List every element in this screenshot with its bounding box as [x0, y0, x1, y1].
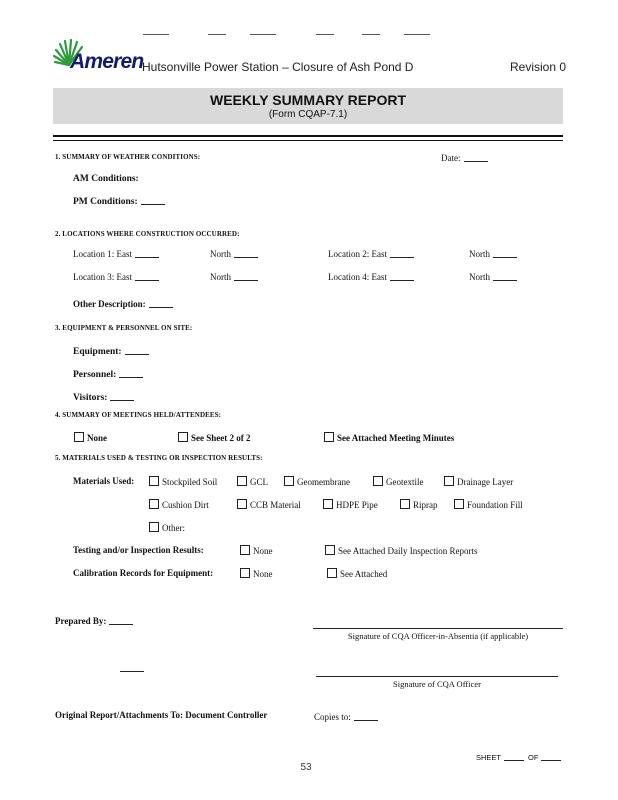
testing-none-checkbox[interactable]: [240, 545, 273, 556]
checkbox-box[interactable]: [400, 499, 410, 509]
logo-wordmark: Ameren: [70, 50, 144, 73]
material-label: Foundation Fill: [467, 500, 523, 510]
material-checkbox-stockpiled-soil[interactable]: [149, 476, 217, 487]
revision-label: Revision 0: [510, 60, 567, 74]
checkbox-box[interactable]: [327, 568, 337, 578]
material-checkbox-foundation-fill[interactable]: [454, 499, 523, 510]
original-report-label: Original Report/Attachments To: Document Controller: [55, 710, 268, 720]
calibration-none-checkbox[interactable]: [240, 568, 273, 579]
location2-east-field[interactable]: [328, 249, 414, 259]
title-band: [53, 88, 563, 124]
checkbox-box[interactable]: [444, 476, 454, 486]
location1-east-field[interactable]: [73, 249, 159, 259]
location4-north-label: North: [469, 272, 490, 282]
copies-to-label: Copies to:: [314, 712, 351, 722]
signature-officer-caption: Signature of CQA Officer: [393, 679, 481, 689]
prepared-by-label: Prepared By:: [55, 616, 107, 626]
material-checkbox-geotextile[interactable]: [373, 476, 424, 487]
form-number: (Form CQAP-7.1): [268, 109, 348, 120]
location3-north-label: North: [210, 272, 231, 282]
project-title: Hutsonville Power Station – Closure of Ash Pond D: [142, 60, 414, 74]
location2-north-label: North: [469, 249, 490, 259]
material-checkbox-riprap[interactable]: [400, 499, 438, 510]
testing-results-label: Testing and/or Inspection Results:: [73, 545, 204, 555]
location2-east-label: Location 2: East: [328, 249, 387, 259]
section4-heading: 4. SUMMARY OF MEETINGS HELD/ATTENDEES:: [55, 411, 222, 419]
material-label: Other:: [162, 523, 185, 533]
material-label: Riprap: [413, 500, 438, 510]
other-description-field[interactable]: [73, 299, 173, 309]
signature-line-officer[interactable]: [316, 676, 558, 677]
checkbox-box[interactable]: [373, 476, 383, 486]
meetings-none-label: None: [87, 433, 107, 443]
location4-east-field[interactable]: [328, 272, 414, 282]
checkbox-box[interactable]: [284, 476, 294, 486]
checkbox-box[interactable]: [237, 499, 247, 509]
location4-east-label: Location 4: East: [328, 272, 387, 282]
of-label: OF: [528, 753, 539, 762]
materials-used-label: Materials Used:: [73, 476, 135, 486]
checkbox-box[interactable]: [454, 499, 464, 509]
material-label: Geotextile: [386, 477, 424, 487]
signature-absentia-caption: Signature of CQA Officer-in-Absentia (if applicable): [347, 631, 529, 641]
testing-attached-checkbox[interactable]: [325, 545, 477, 556]
material-label: Drainage Layer: [457, 477, 514, 487]
date-label: Date:: [441, 153, 461, 163]
material-checkbox-gcl[interactable]: [237, 476, 268, 487]
material-label: CCB Material: [250, 500, 301, 510]
section2-heading: 2. LOCATIONS WHERE CONSTRUCTION OCCURRED:: [55, 230, 240, 238]
location1-east-label: Location 1: East: [73, 249, 132, 259]
material-checkbox-drainage-layer[interactable]: [444, 476, 513, 487]
checkbox-box[interactable]: [240, 568, 250, 578]
calibration-attached-label: See Attached: [340, 569, 388, 579]
testing-attached-label: See Attached Daily Inspection Reports: [338, 546, 478, 556]
section1-heading: 1. SUMMARY OF WEATHER CONDITIONS:: [55, 153, 201, 161]
double-rule: [53, 135, 563, 141]
material-label: Stockpiled Soil: [162, 477, 218, 487]
material-checkbox-geomembrane[interactable]: [284, 476, 350, 487]
page-number: 53: [300, 762, 312, 773]
checkbox-box[interactable]: [149, 499, 159, 509]
location4-north-field[interactable]: [469, 272, 517, 282]
checkbox-box[interactable]: [323, 499, 333, 509]
visitors-field[interactable]: [73, 392, 134, 403]
material-checkbox-other[interactable]: [149, 522, 185, 533]
location3-east-field[interactable]: [73, 272, 159, 282]
signature-line-absentia[interactable]: [313, 628, 563, 629]
section3-heading: 3. EQUIPMENT & PERSONNEL ON SITE:: [55, 324, 193, 332]
ameren-logo: [52, 38, 144, 74]
pm-conditions-label: PM Conditions:: [73, 197, 138, 207]
material-label: GCL: [250, 477, 268, 487]
calibration-records-label: Calibration Records for Equipment:: [73, 568, 214, 578]
checkbox-box[interactable]: [74, 432, 84, 442]
prepared-by-field[interactable]: [55, 616, 133, 626]
checkbox-box[interactable]: [237, 476, 247, 486]
personnel-label: Personnel:: [73, 370, 117, 380]
testing-none-label: None: [253, 546, 273, 556]
material-checkbox-ccb-material[interactable]: [237, 499, 301, 510]
location1-north-field[interactable]: [210, 249, 258, 259]
checkbox-box[interactable]: [149, 476, 159, 486]
date-field[interactable]: [441, 153, 488, 164]
visitors-label: Visitors:: [73, 393, 108, 403]
checkbox-box[interactable]: [324, 432, 334, 442]
calibration-none-label: None: [253, 569, 273, 579]
location1-north-label: North: [210, 249, 231, 259]
sheet-label: SHEET: [476, 753, 502, 762]
material-label: Cushion Dirt: [162, 500, 209, 510]
meetings-attached-checkbox[interactable]: [324, 432, 454, 443]
meetings-sheet2-label: See Sheet 2 of 2: [191, 433, 251, 443]
copies-to-field[interactable]: [314, 712, 378, 722]
personnel-field[interactable]: [73, 369, 143, 380]
section5-heading: 5. MATERIALS USED & TESTING OR INSPECTION RESULTS:: [55, 454, 263, 462]
meetings-none-checkbox[interactable]: [74, 432, 107, 443]
other-description-label: Other Description:: [73, 299, 146, 309]
sheet-number[interactable]: [476, 752, 561, 762]
equipment-field[interactable]: [73, 346, 149, 357]
checkbox-box[interactable]: [240, 545, 250, 555]
location3-north-field[interactable]: [210, 272, 258, 282]
checkbox-box[interactable]: [178, 432, 188, 442]
am-conditions-label: AM Conditions:: [73, 174, 139, 184]
material-label: Geomembrane: [297, 477, 350, 487]
material-label: HDPE Pipe: [336, 500, 378, 510]
checkbox-box[interactable]: [149, 522, 159, 532]
material-checkbox-cushion-dirt[interactable]: [149, 499, 209, 510]
location3-east-label: Location 3: East: [73, 272, 132, 282]
material-checkbox-hdpe-pipe[interactable]: [323, 499, 378, 510]
calibration-attached-checkbox[interactable]: [327, 568, 387, 579]
blank-line-left[interactable]: [120, 671, 144, 672]
equipment-label: Equipment:: [73, 347, 122, 357]
checkbox-box[interactable]: [325, 545, 335, 555]
meetings-attached-label: See Attached Meeting Minutes: [337, 433, 455, 443]
pm-conditions-field[interactable]: [73, 196, 165, 207]
meetings-sheet2-checkbox[interactable]: [178, 432, 251, 443]
report-title: WEEKLY SUMMARY REPORT: [209, 92, 407, 108]
location2-north-field[interactable]: [469, 249, 517, 259]
